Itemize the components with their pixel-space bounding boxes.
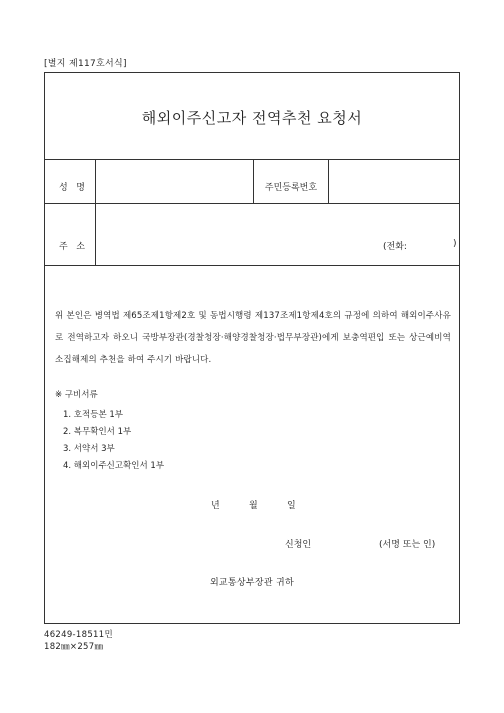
address-label: 주 소 [59,242,85,252]
resident-no-field[interactable] [329,160,459,202]
document-item: 4. 해외이주신고확인서 1부 [63,461,165,471]
applicant-label: 신청인 [285,540,312,550]
form-frame [44,72,460,624]
date-month-label: 월 [249,501,258,511]
request-body-text: 위 본인은 병역법 제65조제1항제2호 및 동법시행령 제137조제1항제4호의 규정에 의하여 해외이주사유로 전역하고자 하오니 국방부장관(경찰청장·해양경찰청장·법무부장관)에게 보충역편입 또는 상근예비역 소집해제의 추천을 하여 주시기 바랍니다. [55,311,451,365]
form-code: 46249-18511민 [44,630,113,640]
resident-no-label: 주민등록번호 [264,183,318,193]
table-bottom-divider [45,265,459,266]
address-field[interactable] [96,204,459,264]
phone-label: (전화: [383,242,407,252]
document-item: 3. 서약서 3부 [63,444,115,454]
recipient-line: 외교통상부장관 귀하 [209,578,295,588]
date-day-label: 일 [287,501,296,511]
form-number: [별지 제117호서식] [44,59,127,69]
required-documents-heading: ※ 구비서류 [55,390,98,400]
document-item: 2. 복무확인서 1부 [63,427,132,437]
paper-size: 182㎜×257㎜ [44,642,104,652]
signature-note: (서명 또는 인) [379,540,436,550]
document-item: 1. 호적등본 1부 [63,410,123,420]
required-documents [55,383,164,475]
date-year-label: 년 [211,501,220,511]
name-label: 성 명 [59,183,85,193]
phone-close: ) [453,239,457,249]
name-cell-divider [253,159,254,203]
form-title: 해외이주신고자 전역추천 요청서 [141,109,363,127]
name-field[interactable] [96,160,252,202]
